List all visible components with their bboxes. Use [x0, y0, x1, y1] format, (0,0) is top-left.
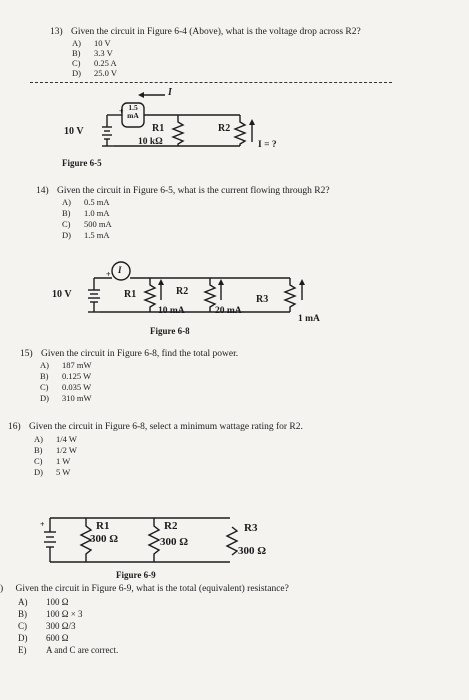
- figure-caption: Figure 6-8: [150, 326, 190, 336]
- r2-resistor: [149, 518, 159, 562]
- option-a: A) 187 mW: [40, 360, 92, 370]
- r3-resistor: [227, 527, 237, 555]
- current-r1: 10 mA: [158, 306, 185, 316]
- question-number: 13): [50, 27, 63, 37]
- option-d: D) 600 Ω: [18, 633, 69, 643]
- unknown-current: I = ?: [258, 140, 277, 150]
- r2-label: R2: [164, 520, 178, 532]
- svg-text:+: +: [40, 520, 45, 529]
- r3-label: R3: [256, 294, 269, 305]
- option-e: E) A and C are correct.: [18, 645, 119, 655]
- battery-symbol: [44, 532, 56, 547]
- question-text: Given the circuit in Figure 6-9, what is the total (equivalent) resistance?: [15, 584, 289, 594]
- q17-options: [18, 596, 118, 656]
- r1-value: 10 kΩ: [138, 137, 163, 147]
- option-c: C) 1 W: [34, 456, 71, 466]
- option-a: A) 0.5 mA: [62, 197, 110, 207]
- option-d: D) 25.0 V: [72, 68, 117, 78]
- question-text: Given the circuit in Figure 6-8, select a minimum wattage rating for R2.: [29, 422, 303, 432]
- option-b: B) 3.3 V: [72, 48, 113, 58]
- question-number: ): [0, 584, 4, 594]
- question-text: Given the circuit in Figure 6-8, find the total power.: [41, 349, 239, 359]
- option-b: B) 1.0 mA: [62, 208, 110, 218]
- question-number: 16): [8, 422, 21, 432]
- question-number: 15): [20, 349, 33, 359]
- option-d: D) 1.5 mA: [62, 230, 110, 240]
- question-text: Given the circuit in Figure 6-4 (Above), what is the voltage drop across R2?: [71, 27, 361, 37]
- r1-label: R1: [124, 289, 137, 300]
- source-voltage: 10 V: [52, 289, 72, 300]
- question-number: 14): [36, 186, 49, 196]
- option-a: A) 10 V: [72, 38, 111, 48]
- ammeter-label: I: [118, 265, 122, 275]
- option-d: D) 5 W: [34, 467, 71, 477]
- option-d: D) 310 mW: [40, 393, 92, 403]
- option-b: B) 100 Ω × 3: [18, 609, 83, 619]
- r3-value: 300 Ω: [238, 545, 267, 557]
- svg-text:+: +: [119, 107, 124, 116]
- figure-caption: Figure 6-9: [116, 570, 156, 580]
- source-voltage: 10 V: [64, 126, 84, 137]
- option-c: C) 0.035 W: [40, 382, 92, 392]
- option-c: C) 300 Ω/3: [18, 621, 76, 631]
- option-a: A) 1/4 W: [34, 434, 77, 444]
- question-17: [0, 584, 289, 594]
- r3-label: R3: [244, 522, 258, 534]
- ammeter-reading: 1.5 mA: [127, 103, 139, 120]
- option-a: A) 100 Ω: [18, 597, 69, 607]
- figure-caption: Figure 6-5: [62, 158, 102, 168]
- r2-label: R2: [176, 286, 189, 297]
- option-c: C) 0.25 A: [72, 58, 117, 68]
- current-label: I: [168, 87, 172, 98]
- current-r3: 1 mA: [298, 314, 320, 324]
- svg-text:+: +: [106, 270, 111, 279]
- r2-value: 300 Ω: [160, 536, 189, 548]
- option-b: B) 0.125 W: [40, 371, 92, 381]
- option-b: B) 1/2 W: [34, 445, 77, 455]
- current-r2: 20 mA: [215, 306, 242, 316]
- r1-value: 300 Ω: [90, 533, 119, 545]
- r1-label: R1: [96, 520, 110, 532]
- r2-label: R2: [218, 123, 231, 134]
- r1-label: R1: [152, 123, 165, 134]
- question-text: Given the circuit in Figure 6-5, what is the current flowing through R2?: [57, 186, 330, 196]
- option-c: C) 500 mA: [62, 219, 112, 229]
